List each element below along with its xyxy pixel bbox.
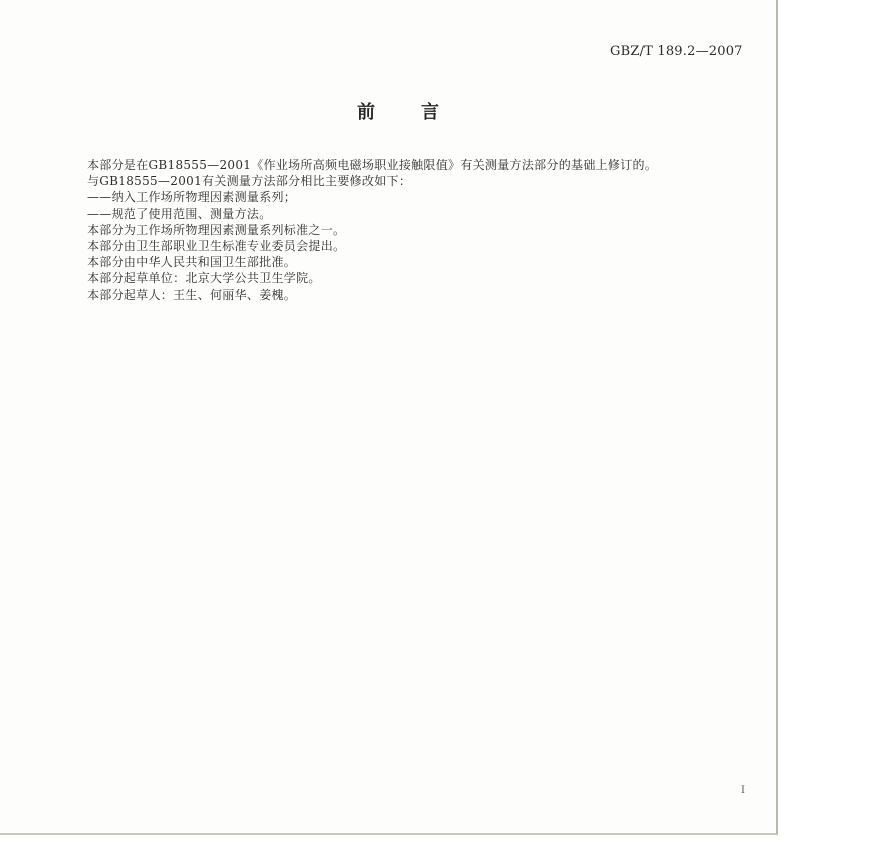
paragraph-approver: 本部分由中华人民共和国卫生部批准。 xyxy=(87,255,297,270)
paragraph-drafting-unit: 本部分起草单位：北京大学公共卫生学院。 xyxy=(87,271,321,286)
foreword-body xyxy=(68,157,738,303)
scan-margin xyxy=(778,0,870,842)
paragraph-revision-basis: 本部分是在GB18555—2001《作业场所高频电磁场职业接触限值》有关测量方法部分的基础上修订的。 xyxy=(87,158,658,172)
page-number: I xyxy=(741,785,745,796)
page-title: 前言 xyxy=(357,102,485,123)
paragraph-series: 本部分为工作场所物理因素测量系列标准之一。 xyxy=(87,222,346,237)
standard-number: GBZ/T 189.2—2007 xyxy=(610,44,743,59)
paragraph-changes-intro: 与GB18555—2001有关测量方法部分相比主要修改如下： xyxy=(87,174,412,189)
paragraph-proposer: 本部分由卫生部职业卫生标准专业委员会提出。 xyxy=(87,239,346,254)
list-item-change-1: ——纳入工作场所物理因素测量系列； xyxy=(87,190,297,205)
list-item-change-2: ——规范了使用范围、测量方法。 xyxy=(87,206,272,221)
paragraph-drafters: 本部分起草人：王生、何丽华、姜槐。 xyxy=(87,287,297,302)
